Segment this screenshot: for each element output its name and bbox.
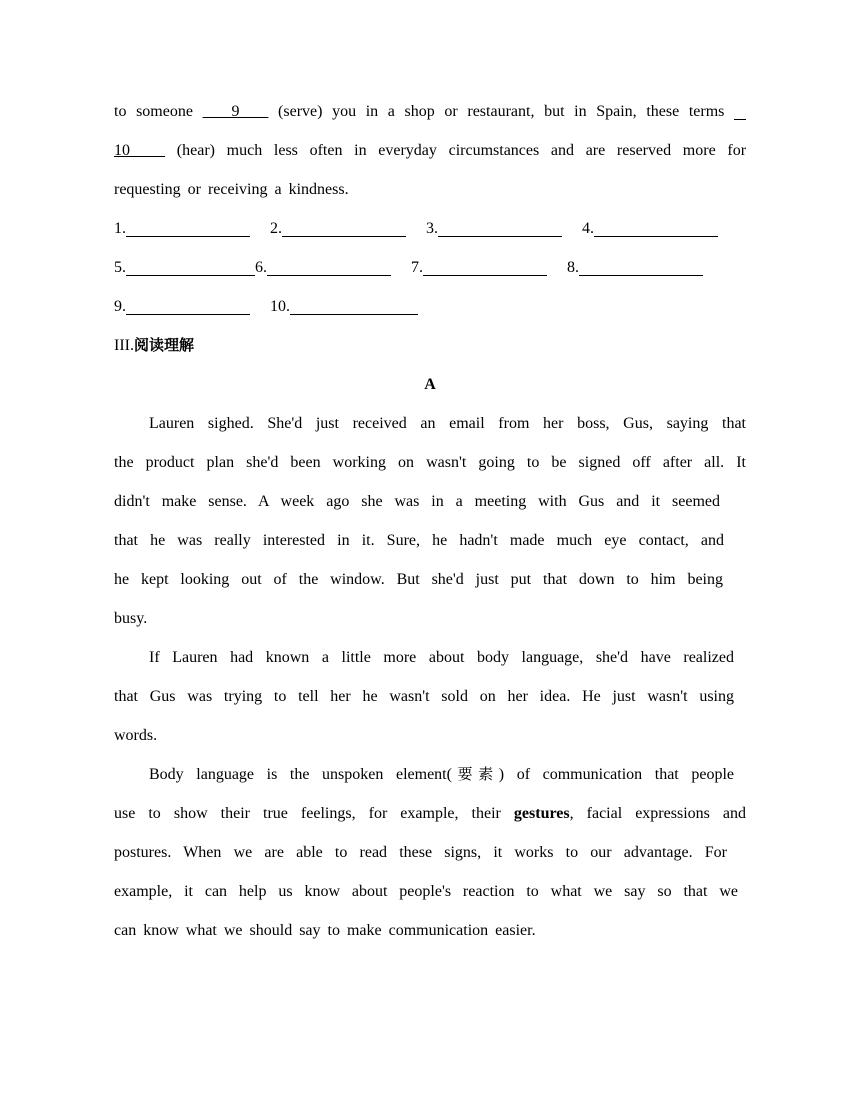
answer-blank[interactable] bbox=[282, 235, 406, 237]
answer-blank[interactable] bbox=[126, 313, 250, 315]
paragraph-3-line: Body language is the unspoken element(要素) of communication that people bbox=[149, 765, 734, 783]
cloze-blank-10-start bbox=[734, 118, 746, 120]
cloze-line-2 bbox=[114, 131, 746, 170]
paragraph-3-line: can know what we should say to make communication easier. bbox=[114, 922, 536, 939]
answer-row-1 bbox=[114, 209, 746, 248]
cloze-line-1 bbox=[114, 92, 746, 131]
document-page bbox=[114, 92, 746, 950]
paragraph-2-line: If Lauren had known a little more about body language, she'd have realized bbox=[149, 649, 734, 666]
answer-label: 5. bbox=[114, 259, 126, 276]
answer-row-2 bbox=[114, 248, 746, 287]
answer-label: 2. bbox=[270, 220, 282, 237]
answer-label: 7. bbox=[411, 259, 423, 276]
paragraph-1-line: the product plan she'd been working on wasn't going to be signed off after all. It bbox=[114, 454, 746, 471]
paragraph-2-line: that Gus was trying to tell her he wasn't sold on her idea. He just wasn't using bbox=[114, 688, 734, 705]
answer-blank[interactable] bbox=[126, 235, 250, 237]
section-title: 阅读理解 bbox=[133, 336, 194, 354]
paragraph-3-line: example, it can help us know about people's reaction to what we say so that we bbox=[114, 883, 738, 900]
answer-blank[interactable] bbox=[267, 274, 391, 276]
answer-blank[interactable] bbox=[290, 313, 418, 315]
paragraph-2-line: words. bbox=[114, 727, 158, 744]
answer-label: 10. bbox=[270, 298, 290, 315]
paragraph-1-line: Lauren sighed. She'd just received an email from her boss, Gus, saying that bbox=[149, 415, 746, 432]
answer-blank[interactable] bbox=[423, 274, 547, 276]
answer-label: 4. bbox=[582, 220, 594, 237]
cloze-text: to someone bbox=[114, 103, 203, 120]
answer-blank[interactable] bbox=[594, 235, 718, 237]
answer-label: 8. bbox=[567, 259, 579, 276]
chinese-gloss: 要素 bbox=[451, 765, 499, 783]
cloze-text: requesting or receiving a kindness. bbox=[114, 181, 349, 198]
answer-row-3 bbox=[114, 287, 746, 326]
paragraph-1-line: didn't make sense. A week ago she was in a meeting with Gus and it seemed bbox=[114, 493, 720, 510]
paragraph-3-line: postures. When we are able to read these signs, it works to our advantage. For bbox=[114, 844, 727, 861]
answer-label: 3. bbox=[426, 220, 438, 237]
answer-blank[interactable] bbox=[438, 235, 562, 237]
paragraph-1-line: busy. bbox=[114, 610, 148, 627]
passage-label: A bbox=[424, 376, 436, 393]
cloze-line-3 bbox=[114, 170, 746, 209]
answer-blank[interactable] bbox=[579, 274, 703, 276]
answer-blank[interactable] bbox=[126, 274, 255, 276]
section-numeral: III. bbox=[114, 337, 134, 354]
bold-term: gestures bbox=[513, 805, 570, 822]
answer-label: 1. bbox=[114, 220, 126, 237]
answer-label: 6. bbox=[255, 259, 267, 276]
cloze-blank-10: 10 bbox=[114, 142, 130, 159]
section-heading bbox=[114, 326, 746, 365]
cloze-blank-9: 9 bbox=[231, 103, 240, 120]
paragraph-1-line: that he was really interested in it. Sure, he hadn't made much eye contact, and bbox=[114, 532, 724, 549]
paragraph-1-line: he kept looking out of the window. But she'd just put that down to him being bbox=[114, 571, 723, 588]
cloze-text: (hear) much less often in everyday circumstances and are reserved more for bbox=[176, 142, 747, 159]
paragraph-3-line: use to show their true feelings, for example, their gestures, facial expressions and bbox=[114, 805, 747, 822]
cloze-text: (serve) you in a shop or restaurant, but in Spain, these terms bbox=[278, 103, 725, 120]
answer-label: 9. bbox=[114, 298, 126, 315]
